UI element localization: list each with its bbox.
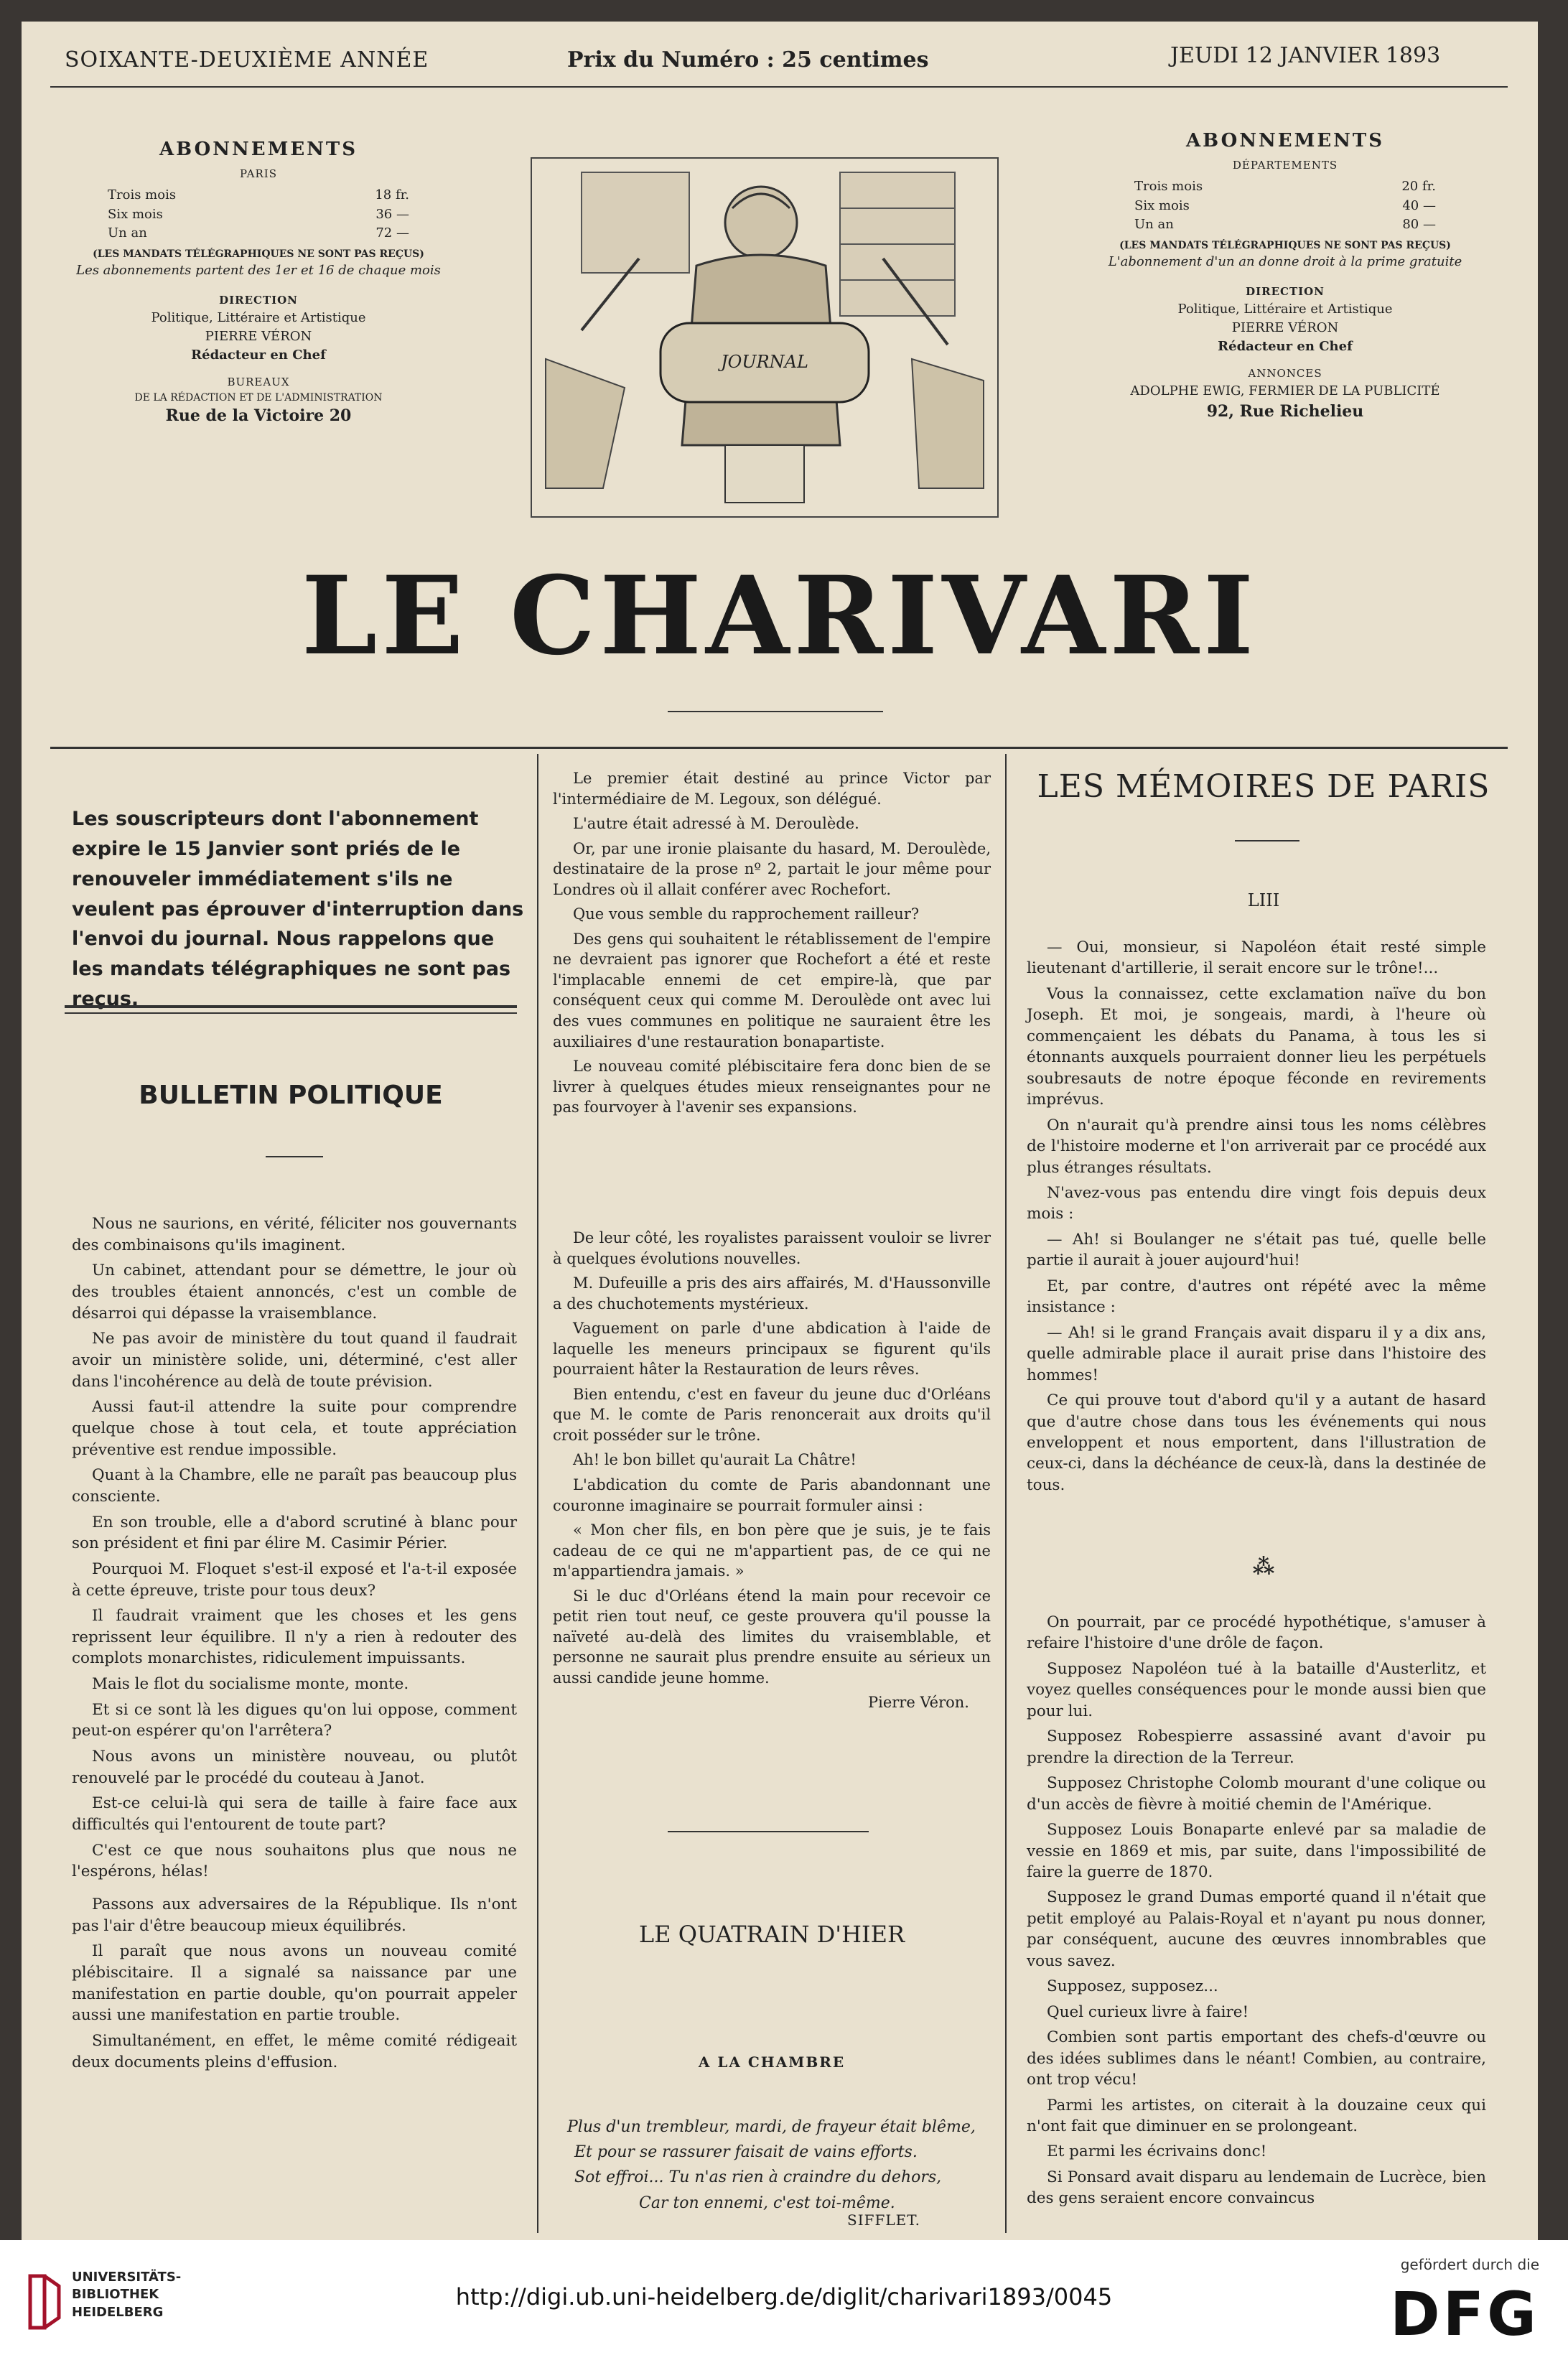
left-direction-label: DIRECTION xyxy=(219,294,298,307)
price-label: Prix du Numéro : 25 centimes xyxy=(567,47,929,73)
bureaux-desc: DE LA RÉDACTION ET DE L'ADMINISTRATION xyxy=(134,391,383,404)
bulletin-title: BULLETIN POLITIQUE xyxy=(139,1081,443,1110)
paragraph: Il paraît que nous avons un nouveau comité plébiscitaire. Il a signalé sa naissance par une manifestation en partie double, qu'on pourrait appeler aussi une manifestation en partie trouble. xyxy=(72,1942,517,2025)
right-address: 92, Rue Richelieu xyxy=(1206,401,1364,421)
quatrain-subtitle: A LA CHAMBRE xyxy=(698,2053,846,2071)
paragraph: Vaguement on parle d'une abdication à l'aide de laquelle les meneurs principaux se figurent qu'ils pourraient hâter la Restauration de leurs rêves. xyxy=(553,1320,991,1379)
paragraph: Un cabinet, attendant pour se démettre, le jour où des troubles étaient annoncés, c'est un comble de désarroi qui dépasse la vraisemblance. xyxy=(72,1262,517,1323)
column-divider-left xyxy=(537,754,538,2233)
right-subscription-box xyxy=(1084,128,1486,424)
paragraph: — Oui, monsieur, si Napoléon était resté simple lieutenant d'artillerie, il serait encore sur le trône!... xyxy=(1027,938,1486,978)
paragraph: On pourrait, par ce procédé hypothétique, s'amuser à refaire l'histoire d'une drôle de façon. xyxy=(1027,1613,1486,1653)
masthead-rule xyxy=(668,711,883,712)
right-box-title: ABONNEMENTS xyxy=(1185,130,1385,151)
poem-line: Plus d'un trembleur, mardi, de frayeur était blême, xyxy=(567,2118,976,2136)
paragraph: N'avez-vous pas entendu dire vingt fois depuis deux mois : xyxy=(1027,1183,1486,1223)
rate-row: Un an 80 — xyxy=(1134,216,1436,232)
annonces-desc: ADOLPHE EWIG, FERMIER DE LA PUBLICITÉ xyxy=(1130,383,1440,398)
paragraph: Et si ce sont là les digues qu'on lui oppose, comment peut-on espérer qu'on l'arrêtera? xyxy=(72,1700,517,1740)
paragraph: On n'aurait qu'à prendre ainsi tous les noms célèbres de l'histoire moderne et l'on arriverait par ce procédé aux plus étranges résultats. xyxy=(1027,1116,1486,1177)
poem-line: Car ton ennemi, c'est toi-même. xyxy=(639,2193,895,2212)
paragraph: Or, par une ironie plaisante du hasard, M. Deroulède, destinataire de la prose nº 2, partait le jour même pour Londres où il allait conférer avec Rochefort. xyxy=(553,839,991,898)
paragraph: Supposez Christophe Colomb mourant d'une colique ou d'un accès de fièvre à moitié chemin de l'Amérique. xyxy=(1027,1774,1486,1814)
paragraph: Simultanément, en effet, le même comité rédigeait deux documents pleins d'effusion. xyxy=(72,2031,517,2071)
library-name: UNIVERSITÄTS- BIBLIOTHEK HEIDELBERG xyxy=(72,2270,182,2320)
paragraph: Ne pas avoir de ministère du tout quand il faudrait avoir un ministère solide, uni, déterminé, c'est aller dans l'incohérence au delà de toute prévision. xyxy=(72,1330,517,1391)
paragraph: Supposez le grand Dumas emporté quand il n'était que petit employé au Palais-Royal et n'ayant pu nous donner, par conséquent, aucune des œuvres innombrables que vous savez. xyxy=(1027,1888,1486,1970)
left-director-role: Rédacteur en Chef xyxy=(191,348,326,363)
paragraph: Que vous semble du rapprochement railleur? xyxy=(573,905,920,923)
rate-row: Trois mois 18 fr. xyxy=(108,187,409,203)
paragraph: Ce qui prouve tout d'abord qu'il y a autant de hasard que d'autre chose dans tous les événements qui nous enveloppent et nous emportent, dans l'illustration de ceux-ci, dans la déchéance de ceux-là, dans la destinée de tous. xyxy=(1027,1391,1486,1494)
poem-line: Sot effroi... Tu n'as rien à craindre du dehors, xyxy=(574,2168,942,2187)
quatrain-poem xyxy=(567,2114,991,2216)
poem-line: Et pour se rassurer faisait de vains efforts. xyxy=(574,2143,918,2162)
paragraph: Quant à la Chambre, elle ne paraît pas beaucoup plus consciente. xyxy=(72,1466,517,1506)
top-column-rule xyxy=(50,747,1508,749)
paragraph: Des gens qui souhaitent le rétablissement de l'empire ne devraient pas ignorer que Rochefort a été et reste l'implacable ennemi de cet empire-là, que par conséquent ceux qui comme M. Deroulède ont avec lui des vues communes en politique ne sauraient être les auxiliaires d'une restauration bonapartiste. xyxy=(553,930,991,1050)
dfg-logo: DFG xyxy=(1389,2279,1539,2349)
poem-signature: SIFFLET. xyxy=(847,2211,920,2229)
left-italic-note: Les abonnements partent des 1er et 16 de chaque mois xyxy=(76,263,441,279)
rate-row: Trois mois 20 fr. xyxy=(1134,179,1436,195)
paragraph: — Ah! si Boulanger ne s'était pas tué, quelle belle partie il aurait à jouer aujourd'hui! xyxy=(1027,1230,1486,1270)
paragraph: Et parmi les écrivains donc! xyxy=(1047,2142,1267,2161)
middle-column-bottom xyxy=(553,1228,991,1717)
left-direction-desc: Politique, Littéraire et Artistique xyxy=(151,309,366,325)
article-signature: Pierre Véron. xyxy=(867,1694,969,1712)
paragraph: Le nouveau comité plébiscitaire fera donc bien de se livrer à quelques études mieux renseignantes pour ne pas fourvoyer à l'avenir ses expansions. xyxy=(553,1058,991,1116)
ornament-icon: ⁂ xyxy=(1252,1554,1275,1580)
rate-row: Six mois 36 — xyxy=(108,206,409,222)
right-note: (LES MANDATS TÉLÉGRAPHIQUES NE SONT PAS REÇUS) xyxy=(1119,239,1451,251)
subscription-notice: Les souscripteurs dont l'abonnement expire le 15 Janvier sont priés de le renouveler immédiatement s'ils ne veulent pas éprouver d'interruption dans l'envoi du journal. Nous rappelons que les mandats télégraphiques ne sont pas reçus. xyxy=(72,808,524,1011)
paragraph: L'autre était adressé à M. Deroulède. xyxy=(573,815,859,833)
left-subscription-box xyxy=(65,136,452,428)
bulletin-rule xyxy=(266,1156,323,1157)
bulletin-column xyxy=(72,1213,517,2077)
paragraph: Le premier était destiné au prince Victor par l'intermédiaire de M. Legoux, son délégué. xyxy=(553,770,991,808)
illustration-journal-label: JOURNAL xyxy=(721,352,808,372)
year-label: SOIXANTE-DEUXIÈME ANNÉE xyxy=(65,47,429,73)
memoires-title: LES MÉMOIRES DE PARIS xyxy=(1037,768,1490,805)
notice-rule-thin xyxy=(65,1012,517,1014)
masthead-illustration xyxy=(517,144,1012,531)
paragraph: Il faudrait vraiment que les choses et les gens reprissent leur équilibre. Il n'y a rien à redouter des complots monarchistes, ridiculement impuissants. xyxy=(72,1607,517,1668)
funded-by-label: gefördert durch die xyxy=(1400,2256,1539,2273)
memoires-column-top xyxy=(1027,937,1486,1500)
paragraph: Et, par contre, d'autres ont répété avec la même insistance : xyxy=(1027,1277,1486,1317)
header-rule xyxy=(50,86,1508,88)
memoires-column-bottom xyxy=(1027,1612,1486,2214)
paragraph: M. Dufeuille a pris des airs affairés, M. d'Haussonville a des chuchotements mystérieux. xyxy=(553,1274,991,1312)
paragraph: Ah! le bon billet qu'aurait La Châtre! xyxy=(573,1451,857,1469)
rate-row: Un an 72 — xyxy=(108,225,409,241)
annonces-label: ANNONCES xyxy=(1248,367,1322,381)
paragraph: Nous ne saurions, en vérité, féliciter nos gouvernants des combinaisons qu'ils imaginent. xyxy=(72,1215,517,1254)
paragraph: « Mon cher fils, en bon père que je suis, je te fais cadeau de ce qui ne m'appartient pas, de ce qui ne m'appartiendra jamais. » xyxy=(553,1521,991,1580)
column-divider-right xyxy=(1005,754,1007,2233)
paragraph: C'est ce que nous souhaitons plus que nous ne l'espérons, hélas! xyxy=(72,1841,517,1881)
memoires-numeral: LIII xyxy=(1247,890,1280,910)
digitization-footer xyxy=(0,2240,1568,2378)
paragraph: Bien entendu, c'est en faveur du jeune duc d'Orléans que M. le comte de Paris renoncerait aux droits qu'il croit posséder sur le trône. xyxy=(553,1385,991,1444)
paragraph: — Ah! si le grand Français avait disparu il y a dix ans, quelle admirable place il aurait prise dans l'histoire des hommes! xyxy=(1027,1323,1486,1384)
paragraph: L'abdication du comte de Paris abandonnant une couronne imaginaire se pourrait formuler ainsi : xyxy=(553,1476,991,1514)
bureaux-label: BUREAUX xyxy=(227,376,290,389)
right-rates xyxy=(1134,177,1436,233)
left-box-subtitle: PARIS xyxy=(239,167,278,180)
paragraph: Vous la connaissez, cette exclamation naïve du bon Joseph. Et moi, je songeais, mardi, à l'heure où commençaient les débats du Panama, à tous les si étonnants auxquels pourraient donner lieu les perpétuels soubresauts de notre époque féconde en revirements imprévus. xyxy=(1027,984,1486,1109)
paragraph: Aussi faut-il attendre la suite pour comprendre quelque chose à tout cela, et toute appréciation préventive est rendue impossible. xyxy=(72,1398,517,1459)
right-italic-note: L'abonnement d'un an donne droit à la prime gratuite xyxy=(1108,254,1462,270)
source-url-link[interactable]: http://digi.ub.uni-heidelberg.de/diglit/charivari1893/0045 xyxy=(455,2283,1113,2311)
newspaper-page xyxy=(22,22,1538,2240)
right-direction-label: DIRECTION xyxy=(1246,285,1325,299)
paragraph: Supposez Napoléon tué à la bataille d'Austerlitz, et voyez quelles conséquences pour le monde aussi bien que pour lui. xyxy=(1027,1659,1486,1720)
paragraph: Si Ponsard avait disparu au lendemain de Lucrèce, bien des gens seraient encore convaincus xyxy=(1027,2168,1486,2208)
paragraph: De leur côté, les royalistes paraissent vouloir se livrer à quelques évolutions nouvelles. xyxy=(553,1229,991,1267)
paragraph: Supposez Robespierre assassiné avant d'avoir pu prendre la direction de la Terreur. xyxy=(1027,1727,1486,1767)
right-director: PIERRE VÉRON xyxy=(1231,320,1339,335)
paragraph: Pourquoi M. Floquet s'est-il exposé et l'a-t-il exposée à cette épreuve, triste pour tous deux? xyxy=(72,1559,517,1600)
paragraph: Supposez, supposez... xyxy=(1047,1977,1218,1996)
paragraph: Parmi les artistes, on citerait à la douzaine ceux qui n'ont fait que diminuer en se prolongeant. xyxy=(1027,2096,1486,2135)
date-label: JEUDI 12 JANVIER 1893 xyxy=(1170,43,1441,68)
left-box-title: ABONNEMENTS xyxy=(159,139,358,160)
paragraph: Passons aux adversaires de la République. Ils n'ont pas l'air d'être beaucoup mieux équilibrés. xyxy=(72,1896,517,1935)
right-director-role: Rédacteur en Chef xyxy=(1218,339,1353,355)
paragraph: Si le duc d'Orléans étend la main pour recevoir ce petit rien tout neuf, ce geste prouvera qu'il pousse la naïveté au-delà des limites du vraisemblable, et personne ne saurait plus prendre ensuite au sérieux un aussi candide jeune homme. xyxy=(553,1587,991,1687)
middle-column-top xyxy=(553,768,991,1122)
right-direction-desc: Politique, Littéraire et Artistique xyxy=(1177,301,1393,317)
paragraph: Supposez Louis Bonaparte enlevé par sa maladie de vessie en 1869 et mis, par suite, dans l'impossibilité de faire la guerre de 1870. xyxy=(1027,1821,1486,1881)
memoires-rule xyxy=(1235,840,1299,841)
left-address: Rue de la Victoire 20 xyxy=(165,406,352,426)
quatrain-top-rule xyxy=(668,1831,869,1832)
rate-row: Six mois 40 — xyxy=(1134,197,1436,213)
notice-rule xyxy=(65,1005,517,1008)
paragraph: Quel curieux livre à faire! xyxy=(1047,2002,1249,2021)
left-note: (LES MANDATS TÉLÉGRAPHIQUES NE SONT PAS REÇUS) xyxy=(93,248,424,260)
left-rates xyxy=(108,186,409,242)
masthead-title: LE CHARIVARI xyxy=(301,553,1259,679)
paragraph: Mais le flot du socialisme monte, monte. xyxy=(92,1675,409,1694)
quatrain-title: LE QUATRAIN D'HIER xyxy=(638,1921,905,1948)
paragraph: Est-ce celui-là qui sera de taille à faire face aux difficultés qui l'entourent de toute part? xyxy=(72,1794,517,1834)
paragraph: En son trouble, elle a d'abord scrutiné à blanc pour son président et fini par élire M. Casimir Périer. xyxy=(72,1513,517,1553)
paragraph: Nous avons un ministère nouveau, ou plutôt renouvelé par le procédé du couteau à Janot. xyxy=(72,1748,517,1787)
right-box-subtitle: DÉPARTEMENTS xyxy=(1232,158,1338,172)
paragraph: Combien sont partis emportant des chefs-d'œuvre ou des idées sublimes dans le néant! Combien, au contraire, ont trop vécu! xyxy=(1027,2028,1486,2089)
left-director: PIERRE VÉRON xyxy=(205,328,312,344)
